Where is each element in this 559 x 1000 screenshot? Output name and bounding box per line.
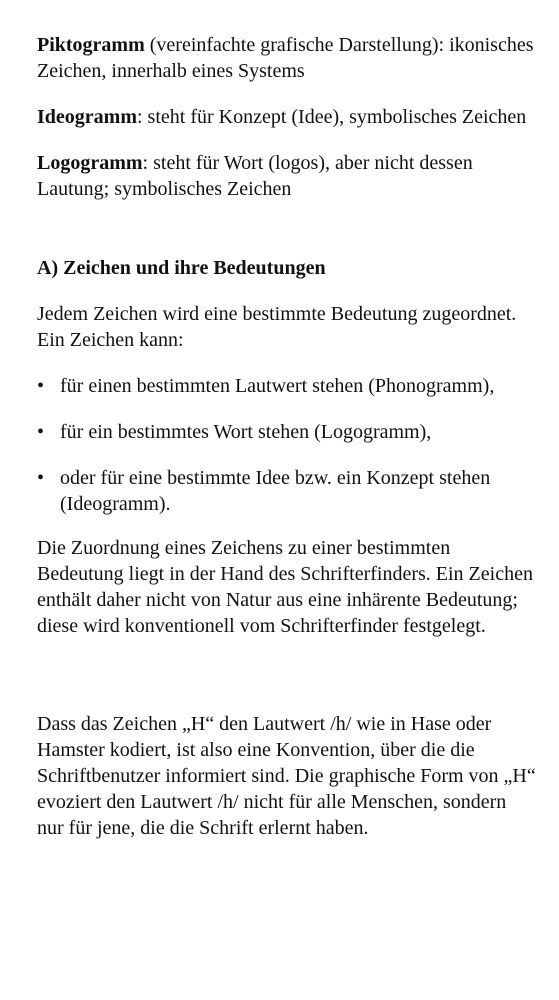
list-item-text: für einen bestimmten Lautwert stehen (Phonogramm),	[60, 375, 495, 397]
section-heading: A) Zeichen und ihre Bedeutungen	[37, 257, 326, 279]
bullet-icon: •	[37, 375, 45, 397]
definition-term: Piktogramm	[37, 34, 145, 56]
definition-ideogramm	[37, 104, 537, 130]
definition-text: : steht für Konzept (Idee), symbolisches Zeichen	[136, 106, 527, 128]
definition-text: (vereinfachte grafische Darstellung): ikonisches Zeichen, innerhalb eines Systems	[37, 34, 534, 82]
bullet-icon: •	[37, 421, 45, 443]
bullet-list	[37, 373, 537, 517]
intro-paragraph: Jedem Zeichen wird eine bestimmte Bedeutung zugeordnet. Ein Zeichen kann:	[37, 303, 517, 351]
bullet-icon: •	[37, 467, 45, 489]
list-item-text: für ein bestimmtes Wort stehen (Logogramm),	[60, 421, 432, 443]
document-page	[37, 32, 537, 841]
list-item	[37, 419, 537, 445]
definition-term: Logogramm	[37, 152, 143, 174]
list-item-text: oder für eine bestimmte Idee bzw. ein Konzept stehen (Ideogramm).	[60, 467, 491, 515]
definition-piktogramm	[37, 32, 537, 84]
list-item	[37, 465, 537, 517]
body-paragraph: Dass das Zeichen „H“ den Lautwert /h/ wie in Hase oder Hamster kodiert, ist also eine Konvention, über die die Schriftbenutzer informiert sind. Die graphische Form von „H“ evoziert den Lautwert /h/ nicht für alle Menschen, sondern nur für jene, die die Schrift erlernt haben.	[37, 713, 536, 839]
list-item	[37, 373, 537, 399]
definition-term: Ideogramm	[37, 106, 137, 128]
definition-logogramm	[37, 150, 537, 202]
definition-text: : steht für Wort (logos), aber nicht dessen Lautung; symbolisches Zeichen	[37, 152, 473, 200]
body-paragraph: Die Zuordnung eines Zeichens zu einer bestimmten Bedeutung liegt in der Hand des Schrifterfinders. Ein Zeichen enthält daher nicht von Natur aus eine inhärente Bedeutung; diese wird konventionell vom Schrifterfinder festgelegt.	[37, 537, 533, 637]
